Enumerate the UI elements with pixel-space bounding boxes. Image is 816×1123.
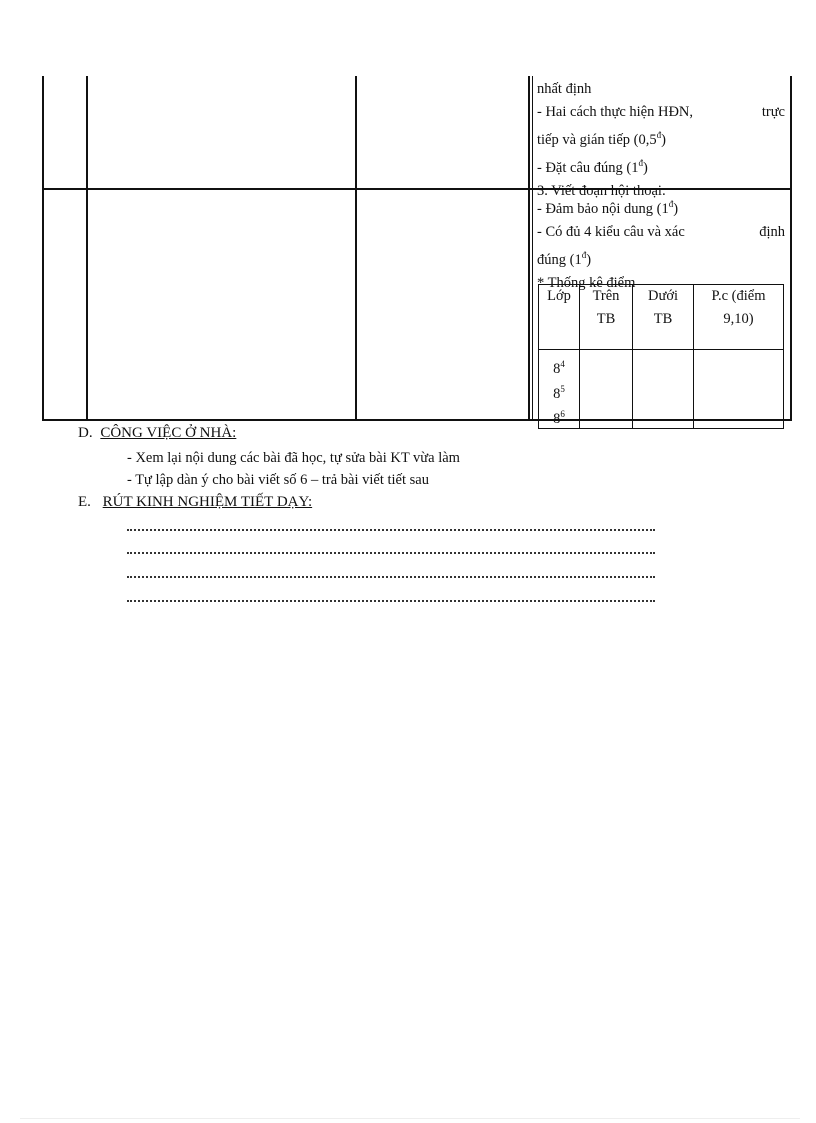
class-label: $8^6$ xyxy=(553,408,565,427)
cell-line-justified: - Có đủ 4 kiểu câu và xác định xyxy=(537,223,785,240)
cell-line: đúng $(1^đ)$ xyxy=(537,249,592,268)
stats-empty-cell xyxy=(633,350,694,429)
section-e-heading xyxy=(78,494,312,511)
dotted-line xyxy=(127,600,655,602)
score-statistics-table xyxy=(538,284,784,429)
cell-line: * Thống kê điểm xyxy=(537,274,636,291)
dotted-line xyxy=(127,552,655,554)
stats-empty-cell xyxy=(580,350,633,429)
homework-item: - Tự lập dàn ý cho bài viết số 6 – trả bài viết tiết sau xyxy=(127,472,429,488)
stats-class-cell xyxy=(539,350,580,429)
section-d-heading xyxy=(78,425,236,442)
page-footer-edge xyxy=(20,1118,800,1119)
table-left-border xyxy=(42,76,44,420)
section-e-title: RÚT KINH NGHIỆM TIẾT DẠY: xyxy=(102,494,313,510)
dotted-line xyxy=(127,576,655,578)
stats-data-row xyxy=(539,350,784,429)
section-d-label: D. xyxy=(78,425,93,441)
stats-header-cell: Trên TB xyxy=(580,285,633,350)
class-label: $8^4$ xyxy=(553,359,565,377)
point-superscript: đ xyxy=(581,249,587,260)
table-cell-row1 xyxy=(537,78,785,203)
cell-line-justified: - Hai cách thực hiện HĐN, trực xyxy=(537,104,785,120)
stats-header-row xyxy=(539,285,784,350)
stats-header-cell: Lớp xyxy=(539,285,580,350)
table-column-divider-1 xyxy=(86,76,88,420)
cell-line: - Đảm bảo nội dung $(1^đ)$ xyxy=(537,199,679,217)
table-column-divider-2 xyxy=(355,76,357,420)
stats-header-cell: Dưới TB xyxy=(633,285,694,350)
stats-empty-cell xyxy=(694,350,784,429)
cell-line: tiếp và gián tiếp $(0,5^đ)$ xyxy=(537,130,666,148)
homework-item: - Xem lại nội dung các bài đã học, tự sửa bài KT vừa làm xyxy=(127,450,460,466)
table-right-border xyxy=(790,76,792,420)
cell-line: 3. Viết đoạn hội thoại: xyxy=(537,182,666,199)
table-cell-row2 xyxy=(537,193,785,295)
section-e-label: E. xyxy=(78,494,91,510)
dotted-line xyxy=(127,529,655,531)
class-label: $8^5$ xyxy=(553,383,565,402)
point-superscript: đ xyxy=(656,130,662,140)
point-superscript: đ xyxy=(638,157,643,168)
section-d-title: CÔNG VIỆC Ở NHÀ: xyxy=(100,425,237,441)
point-superscript: đ xyxy=(668,199,674,209)
cell-line: nhất định xyxy=(537,81,592,97)
cell-line: - Đặt câu đúng $(1^đ)$ xyxy=(537,157,648,176)
stats-header-cell: P.c (điểm 9,10) xyxy=(694,285,784,350)
table-column-divider-3 xyxy=(528,76,530,420)
table-column-divider-3b xyxy=(532,76,533,420)
